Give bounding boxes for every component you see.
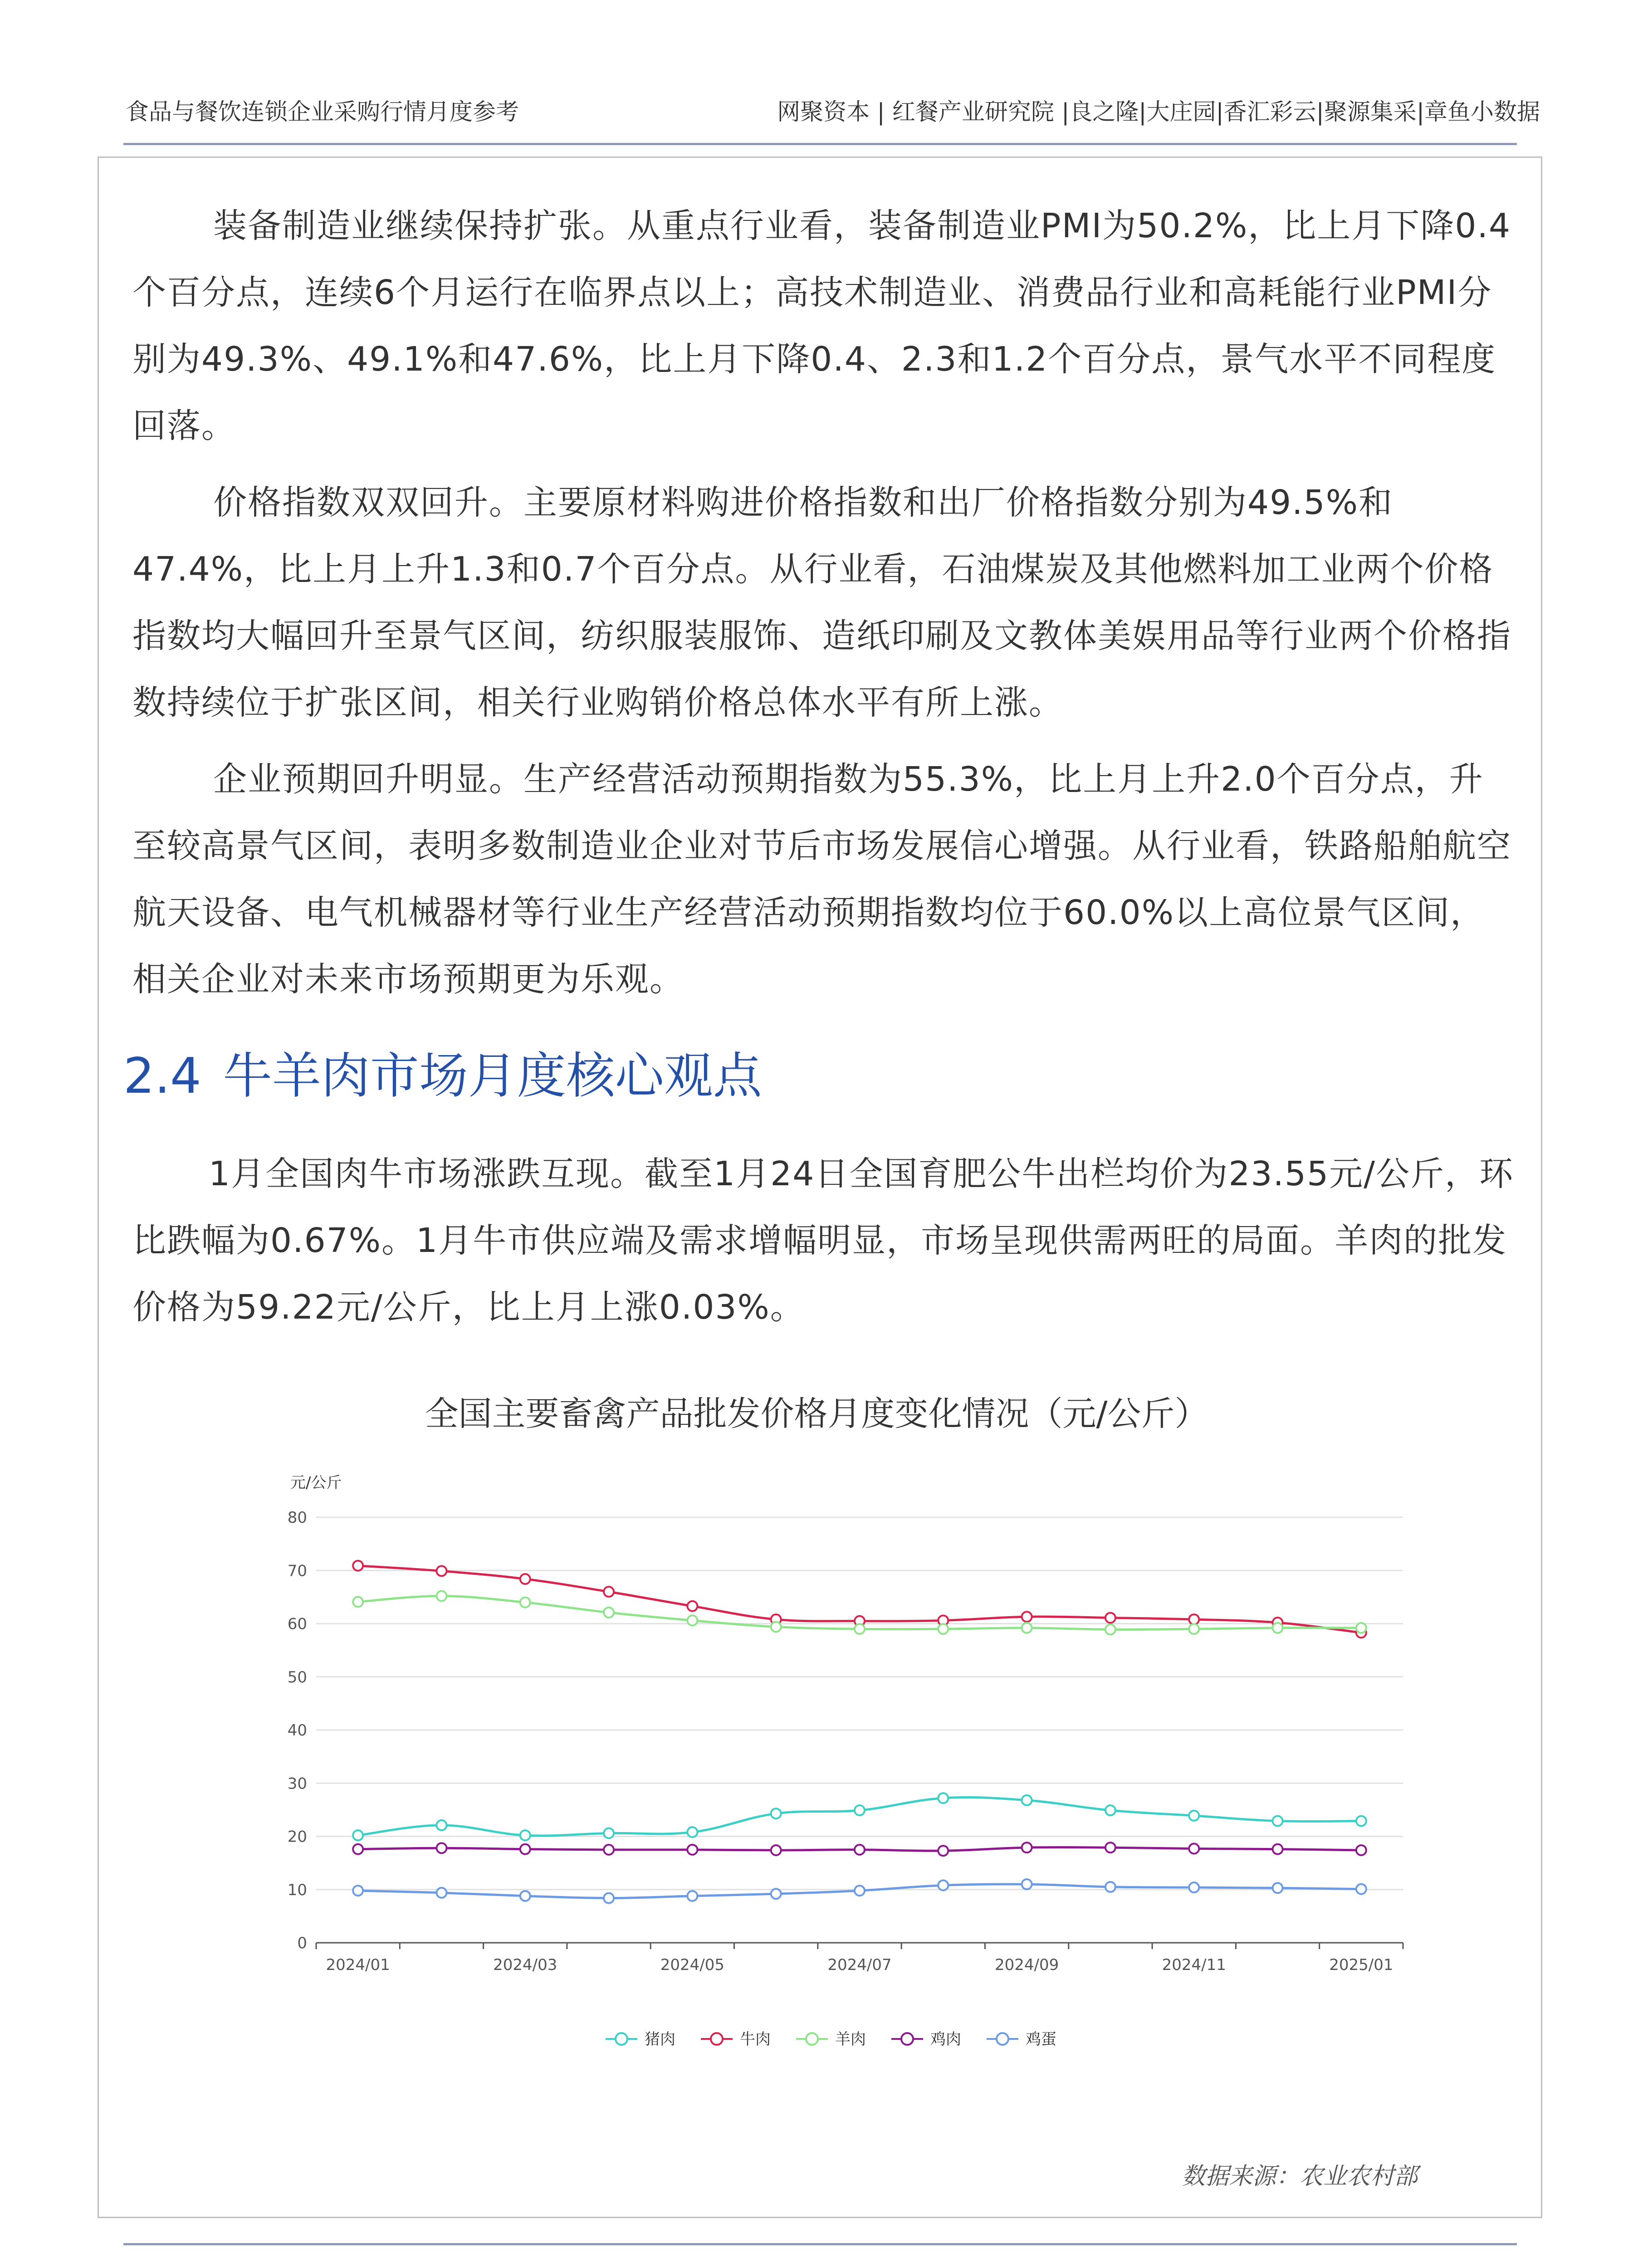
data-point	[938, 1880, 948, 1890]
legend-marker-1	[711, 2033, 723, 2045]
data-point	[436, 1566, 446, 1576]
header-publishers: 网聚资本 | 红餐产业研究院 |良之隆|大庄园|香汇彩云|聚源集采|章鱼小数据	[777, 99, 1540, 126]
data-point	[938, 1846, 948, 1856]
legend-marker-4	[997, 2033, 1008, 2045]
y-tick-label-80: 80	[287, 1509, 307, 1527]
data-source-note: 数据来源：农业农村部	[1181, 2163, 1418, 2190]
data-point	[687, 1615, 697, 1625]
x-tick-label-2024-11: 2024/11	[1162, 1956, 1226, 1974]
data-point	[855, 1624, 865, 1634]
data-point	[1273, 1623, 1283, 1633]
data-point	[1189, 1843, 1199, 1853]
chart-title: 全国主要畜禽产品批发价格月度变化情况（元/公斤）	[425, 1394, 1208, 1433]
data-point	[1273, 1844, 1283, 1854]
y-tick-label-50: 50	[287, 1668, 307, 1686]
y-tick-label-30: 30	[287, 1774, 307, 1793]
chart-axes	[288, 1474, 1403, 1974]
legend-label-4: 鸡蛋	[1026, 2030, 1056, 2048]
series-line-0	[358, 1797, 1361, 1836]
legend-label-1: 牛肉	[740, 2030, 771, 2048]
data-point	[604, 1845, 614, 1855]
x-tick-label-2025-01: 2025/01	[1329, 1956, 1393, 1974]
data-point	[771, 1845, 781, 1855]
x-tick-label-2024-09: 2024/09	[994, 1956, 1059, 1974]
data-point	[687, 1601, 697, 1611]
y-tick-label-60: 60	[287, 1615, 307, 1633]
legend-marker-3	[901, 2033, 913, 2045]
footer-divider	[123, 2243, 1517, 2245]
data-point	[1022, 1843, 1032, 1853]
data-point	[771, 1889, 781, 1899]
data-point	[855, 1845, 865, 1855]
y-tick-label-10: 10	[287, 1881, 307, 1899]
data-point	[1273, 1883, 1283, 1893]
paragraph-expectation-index: 企业预期回升明显。生产经营活动预期指数为55.3%，比上月上升2.0个百分点，升至较高景气区间，表明多数制造业企业对节后市场发展信心增强。从行业看，铁路船舶航空航天设备、电气机械器材等行业生产经营活动预期指数均位于60.0%以上高位景气区间，相关企业对未来市场预期更为乐观。	[132, 760, 1511, 999]
livestock-price-line-chart	[272, 1465, 1415, 2077]
data-point	[520, 1891, 530, 1901]
data-point	[520, 1844, 530, 1854]
section-number: 2.4	[123, 1048, 201, 1105]
data-point	[353, 1561, 363, 1571]
y-axis-unit-label: 元/公斤	[290, 1474, 342, 1492]
data-point	[771, 1809, 781, 1818]
x-tick-label-2024-07: 2024/07	[827, 1956, 892, 1974]
data-point	[1189, 1624, 1199, 1634]
data-point	[436, 1591, 446, 1601]
section-heading	[123, 1036, 762, 1107]
data-point	[1022, 1795, 1032, 1805]
section-title: 牛羊肉市场月度核心观点	[223, 1048, 762, 1105]
y-tick-label-40: 40	[287, 1721, 307, 1740]
paragraph-price-index: 价格指数双双回升。主要原材料购进价格指数和出厂价格指数分别为49.5%和47.4%，比上月上升1.3和0.7个百分点。从行业看，石油煤炭及其他燃料加工业两个价格指数均大幅回升至景气区间，纺织服装服饰、造纸印刷及文教体美娱用品等行业两个价格指数持续位于扩张区间，相关行业购销价格总体水平有所上涨。	[132, 483, 1511, 722]
x-tick-label-2024-01: 2024/01	[326, 1956, 390, 1974]
paragraph-equipment-manufacturing: 装备制造业继续保持扩张。从重点行业看，装备制造业PMI为50.2%，比上月下降0.4个百分点，连续6个月运行在临界点以上；高技术制造业、消费品行业和高耗能行业PMI分别为49.3%、49.1%和47.6%，比上月下降0.4、2.3和1.2个百分点，景气水平不同程度回落。	[132, 206, 1511, 445]
data-point	[604, 1828, 614, 1838]
chart-series	[353, 1561, 1366, 1903]
data-point	[353, 1844, 363, 1854]
x-tick-label-2024-03: 2024/03	[493, 1956, 557, 1974]
header-divider	[123, 143, 1517, 145]
data-point	[1022, 1879, 1032, 1889]
data-point	[353, 1597, 363, 1607]
legend-label-0: 猪肉	[645, 2030, 675, 2048]
data-point	[1189, 1811, 1199, 1821]
data-point	[938, 1793, 948, 1803]
chart-legend	[606, 2030, 1056, 2048]
data-point	[436, 1843, 446, 1853]
data-point	[520, 1830, 530, 1840]
data-point	[1356, 1623, 1366, 1633]
data-point	[938, 1624, 948, 1634]
data-point	[1105, 1882, 1115, 1892]
legend-label-2: 羊肉	[835, 2030, 866, 2048]
data-point	[353, 1830, 363, 1840]
y-tick-label-0: 0	[297, 1934, 307, 1952]
data-point	[1105, 1613, 1115, 1623]
x-tick-label-2024-05: 2024/05	[660, 1956, 725, 1974]
data-point	[604, 1587, 614, 1597]
paragraph-beef-mutton-market: 1月全国肉牛市场涨跌互现。截至1月24日全国育肥公牛出栏均价为23.55元/公斤，环比跌幅为0.67%。1月牛市供应端及需求增幅明显，市场呈现供需两旺的局面。羊肉的批发价格为59.22元/公斤，比上月上涨0.03%。	[132, 1154, 1514, 1327]
data-point	[1356, 1845, 1366, 1855]
legend-marker-0	[616, 2033, 627, 2045]
data-point	[687, 1891, 697, 1901]
data-point	[771, 1622, 781, 1632]
header-title: 食品与餐饮连锁企业采购行情月度参考	[126, 99, 519, 126]
y-tick-label-20: 20	[287, 1828, 307, 1846]
data-point	[1189, 1882, 1199, 1892]
data-point	[1356, 1816, 1366, 1826]
data-point	[1022, 1612, 1032, 1622]
legend-label-3: 鸡肉	[930, 2030, 961, 2048]
data-point	[520, 1598, 530, 1608]
data-point	[604, 1893, 614, 1903]
data-point	[687, 1845, 697, 1855]
data-point	[855, 1805, 865, 1815]
data-point	[436, 1820, 446, 1830]
data-point	[855, 1886, 865, 1896]
data-point	[520, 1574, 530, 1584]
data-point	[1273, 1816, 1283, 1826]
data-point	[604, 1608, 614, 1618]
data-point	[1022, 1623, 1032, 1633]
data-point	[436, 1888, 446, 1898]
data-point	[1105, 1805, 1115, 1815]
data-point	[687, 1827, 697, 1837]
y-tick-label-70: 70	[287, 1562, 307, 1580]
data-point	[1356, 1884, 1366, 1894]
data-point	[1105, 1843, 1115, 1853]
data-point	[353, 1886, 363, 1896]
data-point	[1189, 1614, 1199, 1624]
legend-marker-2	[806, 2033, 818, 2045]
data-point	[1105, 1624, 1115, 1634]
